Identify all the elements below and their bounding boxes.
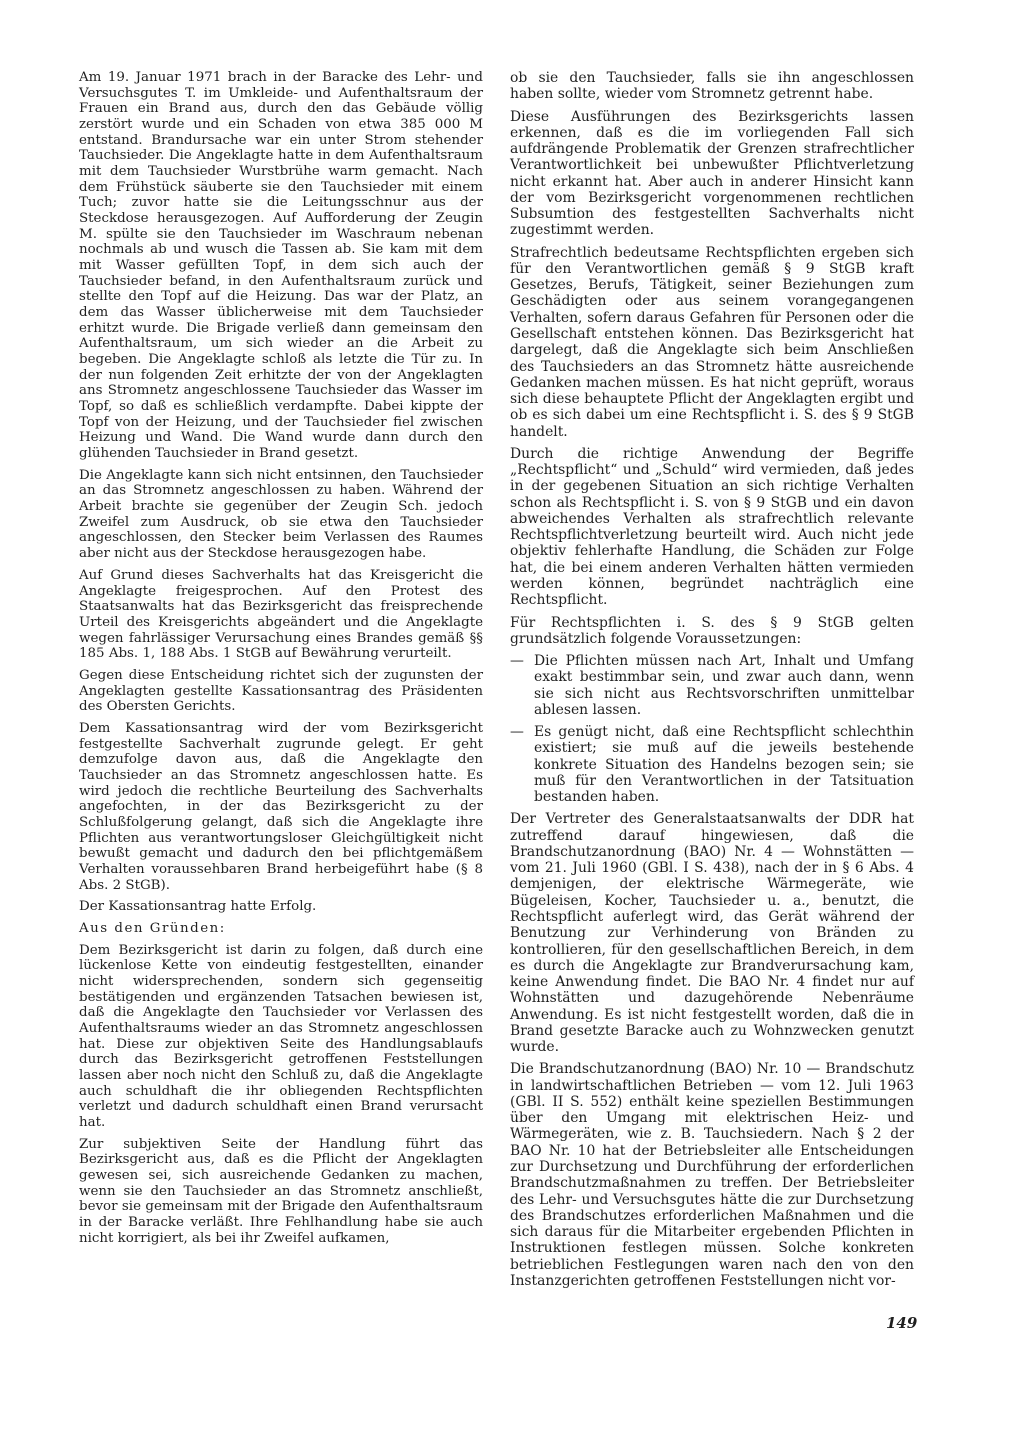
list-item [510, 724, 914, 805]
paragraph: Auf Grund dieses Sachverhalts hat das Kreisgericht die Angeklagte freigesprochen. Auf den Protest des Staatsanwalts hat das Bezirksgericht das freisprechende Urteil des Kreisgerichts abgeändert und die Angeklagte wegen fahrlässiger Verursachung eines Brandes gemäß §§ 185 Abs. 1, 188 Abs. 1 StGB auf Bewährung verurteilt. [79, 567, 483, 662]
paragraph: Strafrechtlich bedeutsame Rechtspflichten ergeben sich für den Verantwortlichen gemäß § 9 StGB kraft Gesetzes, Berufs, Tätigkeit, seiner Beziehungen zum Geschädigten oder aus seinem vorangegangenen Verhalten, sofern daraus Gefahren für Personen oder die Gesellschaft entstehen können. Das Bezirksgericht hat dargelegt, daß die Angeklagte sich beim Anschließen des Tauchsieders an das Stromnetz hätte ausreichende Gedanken machen müssen. Es hat nicht geprüft, woraus sich diese behauptete Pflicht der Angeklagten ergibt und ob es sich dabei um eine Rechtspflicht i. S. des § 9 StGB handelt. [510, 244, 914, 440]
page-number: 149 [886, 1314, 918, 1332]
list-dash: — [510, 724, 524, 741]
paragraph: Am 19. Januar 1971 brach in der Baracke des Lehr- und Versuchsgutes T. im Umkleide- und Aufenthaltsraum der Frauen ein Brand aus, durch den das Gebäude völlig zerstört wurde und ein Schaden von etwa 385 000 M entstand. Brandursache war ein unter Strom stehender Tauchsieder. Die Angeklagte hatte in dem Aufenthaltsraum mit dem Tauchsieder Wurstbrühe warm gemacht. Nach dem Frühstück säuberte sie den Tauchsieder mit einem Tuch; zuvor hatte sie die Leitungsschnur aus der Steckdose herausgezogen. Auf Aufforderung der Zeugin M. spülte sie den Tauchsieder im Waschraum nebenan nochmals ab und wusch die Tassen ab. Sie kam mit dem mit Wasser gefüllten Topf, in dem sich auch der Tauchsieder befand, in den Aufenthaltsraum zurück und stellte den Topf auf die Heizung. Das war der Platz, an dem das Wasser üblicherweise mit dem Tauchsieder erhitzt wurde. Die Brigade verließ dann gemeinsam den Aufenthaltsraum, um sich wieder an die Arbeit zu begeben. Die Angeklagte schloß als letzte die Tür zu. In der nun folgenden Zeit erhitzte der von der Angeklagten ans Stromnetz angeschlossene Tauchsieder das Wasser im Topf, so daß es schließlich verdampfte. Dabei kippte der Topf von der Heizung, und der Tauchsieder fiel zwischen Heizung und Wand. Die Wand wurde dann durch den glühenden Tauchsieder in Brand gesetzt. [79, 70, 483, 462]
list-item-text: Es genügt nicht, daß eine Rechtspflicht schlechthin existiert; sie muß auf die jeweils bestehende konkrete Situation des Handelns bezogen sein; sie muß für den Verantwortlichen in der Tatsituation bestanden haben. [534, 724, 914, 806]
paragraph: Der Kassationsantrag hatte Erfolg. [79, 899, 317, 915]
list-item [510, 653, 914, 718]
paragraph: ob sie den Tauchsieder, falls sie ihn angeschlossen haben sollte, wieder vom Stromnetz getrennt habe. [510, 70, 914, 103]
paragraph: Zur subjektiven Seite der Handlung führt das Bezirksgericht aus, daß es die Pflicht der Angeklagten gewesen sei, sich ausreichende Gedanken zu machen, wenn sie den Tauchsieder an das Stromnetz anschließt, bevor sie gemeinsam mit der Brigade den Aufenthaltsraum in der Baracke verläßt. Ihre Fehlhandlung habe sie auch nicht korrigiert, als bei ihr Zweifel aufkamen, [79, 1136, 483, 1246]
paragraph: Dem Bezirksgericht ist darin zu folgen, daß durch eine lückenlose Kette von eindeutig festgestellten, einander nicht widersprechenden, sondern sich gegenseitig bestätigenden und ergänzenden Tatsachen bewiesen ist, daß die Angeklagte den Tauchsieder vor Verlassen des Aufenthaltsraums wieder an das Stromnetz angeschlossen hat. Diese zur objektiven Seite des Handlungsablaufs durch das Bezirksgericht getroffenen Feststellungen lassen aber noch nicht den Schluß zu, daß die Angeklagte auch schuldhaft die ihr obliegenden Rechtspflichten verletzt und dadurch schuldhaft einen Brand verursacht hat. [79, 942, 483, 1130]
paragraph: Diese Ausführungen des Bezirksgerichts lassen erkennen, daß es die im vorliegenden Fall sich aufdrängende Problematik der Grenzen strafrechtlicher Verantwortlichkeit bei unbewußter Pflichtverletzung nicht erkannt hat. Aber auch in anderer Hinsicht kann der vom Bezirksgericht vorgenommenen rechtlichen Subsumtion des festgestellten Sachverhalts nicht zugestimmt werden. [510, 108, 914, 239]
paragraph: Durch die richtige Anwendung der Begriffe „Rechtspflicht“ und „Schuld“ wird vermieden, daß jedes in der gegebenen Situation an sich richtige Verhalten schon als Rechtspflicht i. S. von § 9 StGB und ein davon abweichendes Verhalten als strafrechtlich relevante Rechtspflichtverletzung beurteilt wird. Auch nicht jede objektiv fehlerhafte Handlung, die Schäden zur Folge hat, die bei einem anderen Verhalten hätten vermieden werden können, begründet nachträglich eine Rechtspflicht. [510, 445, 914, 609]
requirements-list [510, 653, 914, 805]
right-column [510, 70, 914, 1295]
paragraph: Die Angeklagte kann sich nicht entsinnen, den Tauchsieder an das Stromnetz angeschlossen zu haben. Während der Arbeit brachte sie gegenüber der Zeugin Sch. jedoch Zweifel zum Ausdruck, ob sie etwa den Tauchsieder angeschlossen, den Stecker beim Verlassen des Raumes aber nicht aus der Steckdose herausgezogen habe. [79, 467, 483, 562]
paragraph: Dem Kassationsantrag wird der vom Bezirksgericht festgestellte Sachverhalt zugrunde gelegt. Er geht demzufolge davon aus, daß die Angeklagte den Tauchsieder an das Stromnetz angeschlossen hatte. Es wird jedoch die rechtliche Beurteilung des Sachverhalts angefochten, in der das Bezirksgericht zu der Schlußfolgerung gelangt, daß sich die Angeklagte ihre Pflichten aus verantwortungsloser Gleichgültigkeit nicht bewußt gemacht und dadurch den bei pflichtgemäßem Verhalten voraussehbaren Brand herbeigeführt habe (§ 8 Abs. 2 StGB). [79, 720, 483, 893]
paragraph: Der Vertreter des Generalstaatsanwalts der DDR hat zutreffend darauf hingewiesen, daß die Brandschutzanordnung (BAO) Nr. 4 — Wohnstätten — vom 21. Juli 1960 (GBl. I S. 438), nach der in § 6 Abs. 4 demjenigen, der elektrische Wärmegeräte, wie Bügeleisen, Kocher, Tauchsieder u. a., benutzt, die Rechtspflicht auferlegt wird, das Gerät während der Benutzung zur Verhinderung von Bränden zu kontrollieren, für den gesellschaftlichen Bereich, in dem es durch die Angeklagte zur Brandverursachung kam, keine Anwendung findet. Die BAO Nr. 4 findet nur auf Wohnstätten und dazugehörende Nebenräume Anwendung. Es ist nicht festgestellt worden, daß die in Brand gesetzte Baracke auch zu Wohnzwecken genutzt wurde. [510, 811, 914, 1056]
section-heading: Aus den Gründen: [79, 920, 226, 936]
list-item-text: Die Pflichten müssen nach Art, Inhalt und Umfang exakt bestimmbar sein, und zwar auch dann, wenn sie sich nicht aus Rechtsvorschriften unmittelbar ablesen lassen. [534, 653, 914, 718]
paragraph: Für Rechtspflichten i. S. des § 9 StGB gelten grundsätzlich folgende Voraussetzungen: [510, 614, 914, 647]
left-column [79, 70, 483, 1252]
paragraph: Gegen diese Entscheidung richtet sich der zugunsten der Angeklagten gestellte Kassationsantrag des Präsidenten des Obersten Gerichts. [79, 667, 483, 715]
paragraph: Die Brandschutzanordnung (BAO) Nr. 10 — Brandschutz in landwirtschaftlichen Betrieben — vom 12. Juli 1963 (GBl. II S. 552) enthält keine speziellen Bestimmungen über den Umgang mit elektrischen Heiz- und Wärmegeräten, wie z. B. Tauchsiedern. Nach § 2 der BAO Nr. 10 hat der Betriebsleiter alle Entscheidungen zur Durchsetzung und Durchführung der erforderlichen Brandschutzmaßnahmen zu treffen. Der Betriebsleiter des Lehr- und Versuchsgutes hätte die zur Durchsetzung des Brandschutzes erforderlichen Maßnahmen und die sich daraus für die Mitarbeiter ergebenden Pflichten in Instruktionen festlegen müssen. Solche konkreten betrieblichen Festlegungen waren nach den von den Instanzgerichten getroffenen Feststellungen nicht vor- [510, 1061, 914, 1289]
list-dash: — [510, 653, 524, 670]
